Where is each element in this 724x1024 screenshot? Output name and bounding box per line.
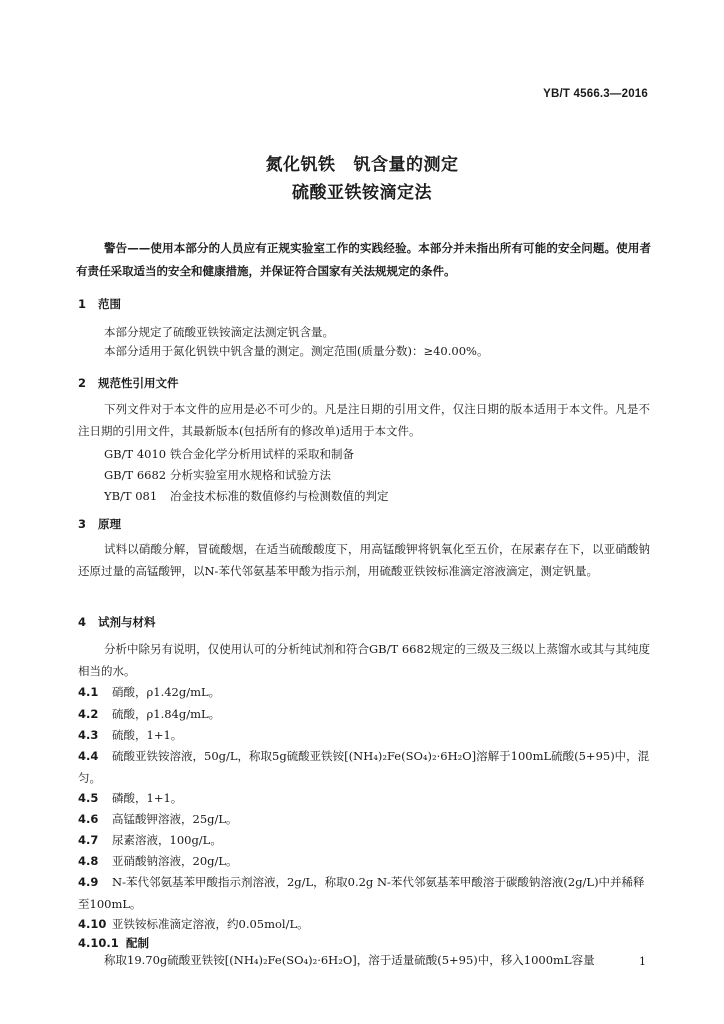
- item-text: 亚硝酸钠溶液，20g/L。: [112, 854, 238, 868]
- item-text: 尿素溶液，100g/L。: [112, 833, 222, 847]
- reagent-item: [78, 787, 650, 809]
- section-2-heading: [78, 375, 179, 391]
- document-title: [0, 150, 724, 175]
- section-1-heading: [78, 296, 121, 312]
- warning-paragraph: 警告——使用本部分的人员应有正规实验室工作的实践经验。本部分并未指出所有可能的安全问题。使用者有责任采取适当的安全和健康措施，并保证符合国家有关法规规定的条件。: [76, 241, 651, 278]
- item-number: 4.8: [78, 854, 99, 868]
- item-text: 高锰酸钾溶液，25g/L。: [112, 812, 238, 826]
- item-text: 亚铁铵标准滴定溶液，约0.05mol/L。: [112, 917, 309, 931]
- standard-code: YB/T 4566.3—2016: [543, 88, 648, 100]
- reagent-item: [78, 829, 650, 851]
- item-text: 硝酸，ρ1.42g/mL。: [112, 685, 221, 699]
- reagents-intro: 分析中除另有说明，仅使用认可的分析纯试剂和符合GB/T 6682规定的三级及三级以上蒸馏水或其与其纯度相当的水。: [78, 642, 650, 678]
- reagent-item: [78, 681, 650, 703]
- reference-code: GB/T 6682: [104, 468, 167, 482]
- reference-item: [104, 488, 389, 504]
- item-text: 硫酸，ρ1.84g/mL。: [112, 707, 221, 721]
- item-text: 硫酸亚铁铵溶液，50g/L，称取5g硫酸亚铁铵[(NH₄)₂Fe(SO₄)₂·6H₂O]溶解于100mL硫酸(5+95)中，混匀。: [78, 749, 650, 785]
- reference-title: 分析实验室用水规格和试验方法: [170, 468, 331, 482]
- section-number: 2: [78, 376, 87, 390]
- document-subtitle: 硫酸亚铁铵滴定法: [292, 183, 432, 203]
- reagent-item: [78, 871, 650, 915]
- item-number: 4.2: [78, 707, 99, 721]
- section-4-heading: [78, 614, 156, 630]
- reference-title: 铁合金化学分析用试样的采取和制备: [170, 447, 354, 461]
- item-number: 4.4: [78, 749, 99, 763]
- title-part-a: 氮化钒铁: [265, 155, 336, 175]
- section-number: 3: [78, 517, 87, 531]
- section-number: 4: [78, 615, 87, 629]
- reference-code: YB/T 081: [104, 489, 158, 503]
- scope-paragraph-1: 本部分规定了硫酸亚铁铵滴定法测定钒含量。: [104, 325, 334, 339]
- item-number: 4.9: [78, 875, 99, 889]
- scope-paragraph-2: 本部分适用于氮化钒铁中钒含量的测定。测定范围(质量分数)：≥40.00%。: [104, 344, 489, 358]
- item-text: N-苯代邻氨基苯甲酸指示剂溶液，2g/L，称取0.2g N-苯代邻氨基苯甲酸溶于碳酸钠溶液(2g/L)中并稀释至100mL。: [78, 875, 645, 911]
- section-title: 规范性引用文件: [98, 376, 179, 390]
- reference-item: [104, 446, 354, 462]
- subsection-number: 4.10.1: [78, 936, 119, 950]
- section-title: 范围: [98, 297, 121, 311]
- section-title: 试剂与材料: [98, 615, 156, 629]
- item-number: 4.1: [78, 685, 99, 699]
- item-number: 4.5: [78, 791, 99, 805]
- principle-paragraph: 试料以硝酸分解，冒硫酸烟，在适当硫酸酸度下，用高锰酸钾将钒氧化至五价，在尿素存在下，以亚硝酸钠还原过量的高锰酸钾，以N-苯代邻氨基苯甲酸为指示剂，用硫酸亚铁铵标准滴定溶液滴定，测定钒量。: [78, 542, 650, 578]
- reference-item: [104, 467, 331, 483]
- item-number: 4.3: [78, 728, 99, 742]
- reference-title: 冶金技术标准的数值修约与检测数值的判定: [170, 489, 389, 503]
- item-number: 4.10: [78, 917, 107, 931]
- reagent-item: [78, 724, 650, 746]
- reagent-item: [78, 703, 650, 725]
- section-3-heading: [78, 516, 121, 532]
- reagent-item: [78, 913, 650, 935]
- page-number: 1: [639, 955, 646, 968]
- item-number: 4.6: [78, 812, 99, 826]
- item-text: 硫酸，1+1。: [112, 728, 183, 742]
- section-title: 原理: [98, 517, 121, 531]
- reference-code: GB/T 4010: [104, 447, 167, 461]
- item-text: 磷酸，1+1。: [112, 791, 183, 805]
- reagent-item: [78, 745, 650, 789]
- subsection-title: 配制: [126, 936, 149, 950]
- reagent-item: [78, 808, 650, 830]
- section-number: 1: [78, 297, 87, 311]
- title-part-b: 钒含量的测定: [353, 155, 459, 175]
- references-intro: 下列文件对于本文件的应用是必不可少的。凡是注日期的引用文件，仅注日期的版本适用于本文件。凡是不注日期的引用文件，其最新版本(包括所有的修改单)适用于本文件。: [78, 402, 650, 438]
- preparation-text: 称取19.70g硫酸亚铁铵[(NH₄)₂Fe(SO₄)₂·6H₂O]，溶于适量硫酸(5+95)中，移入1000mL容量: [104, 953, 595, 967]
- item-number: 4.7: [78, 833, 99, 847]
- reagent-item: [78, 850, 650, 872]
